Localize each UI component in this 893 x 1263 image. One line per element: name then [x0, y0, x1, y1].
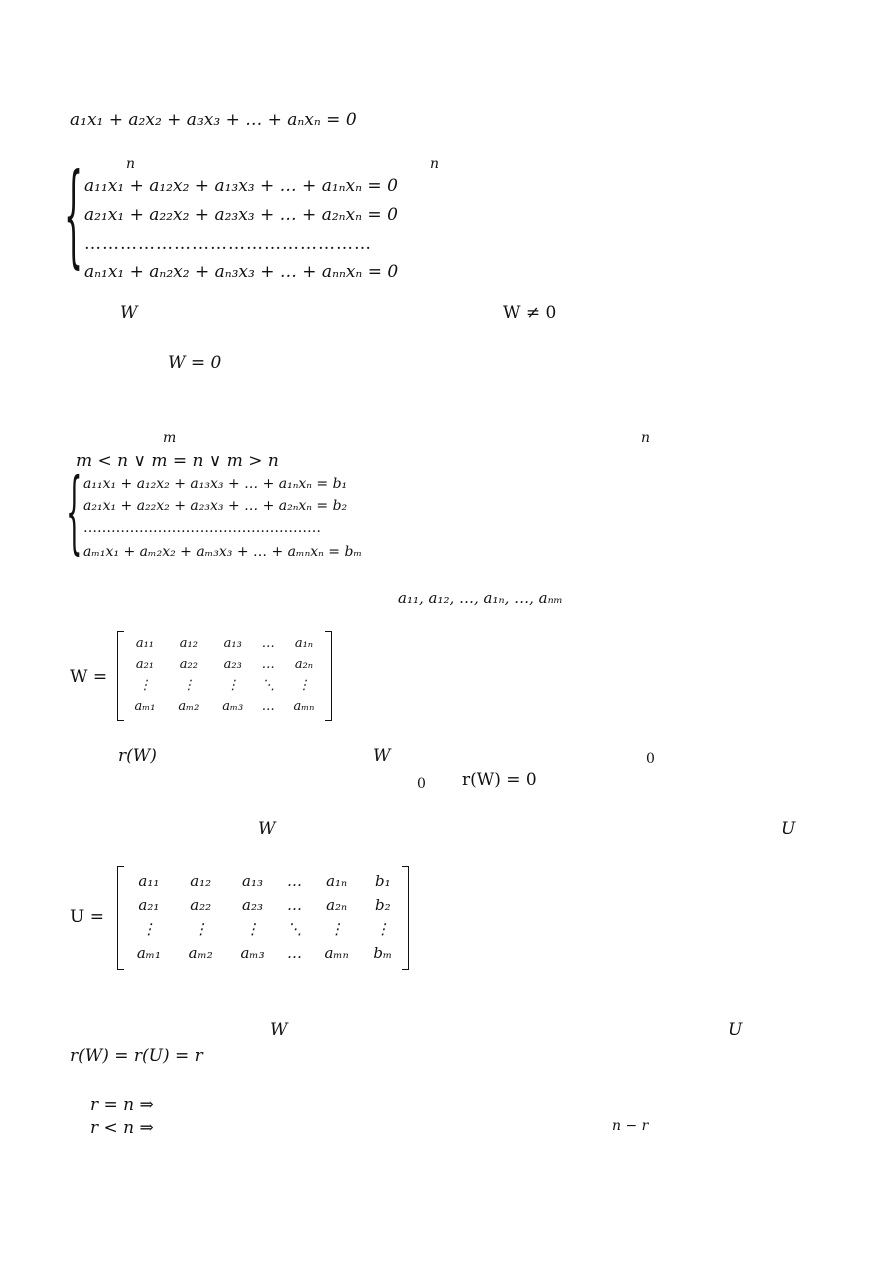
matrix-w [117, 631, 332, 721]
general-system-row-2: a₂₁x₁ + a₂₂x₂ + a₂₃x₃ + … + a₂ₙxₙ = b₂ [83, 498, 348, 514]
matrix-u [117, 866, 409, 970]
n-mark-left: n [126, 156, 136, 172]
matrix-u-cell: b₂ [374, 896, 391, 914]
equal-ranks: r(W) = r(U) = r [70, 1046, 203, 1066]
matrix-u-cell: aₘ₃ [240, 944, 265, 962]
matrix-w-cell: a₁₂ [179, 636, 198, 651]
matrix-u-row [123, 917, 403, 941]
matrix-w-label: W = [70, 667, 108, 687]
matrix-w-row [123, 654, 326, 675]
matrix-u-row [123, 893, 403, 917]
matrix-u-cell: aₘₙ [324, 944, 349, 962]
matrix-w-cell: a₂₁ [135, 657, 155, 672]
matrix-w-cell: a₂ₙ [294, 657, 314, 672]
matrix-w-cell: … [261, 699, 275, 714]
matrix-u-cell: aₘ₁ [136, 944, 161, 962]
matrix-w-cell: ⋮ [297, 678, 311, 693]
matrix-w-cell: ⋮ [182, 678, 196, 693]
general-system-brace: { [66, 463, 83, 567]
matrix-w-row [123, 675, 326, 696]
augmented-w-symbol: W [258, 819, 276, 839]
matrix-u-cell: aₘ₂ [188, 944, 213, 962]
system-brace: { [64, 152, 84, 283]
rank-w-zero: r(W) = 0 [462, 770, 537, 790]
matrix-w-cell: aₘ₂ [178, 699, 200, 714]
matrix-w-row [123, 696, 326, 717]
matrix-u-cell: a₁₁ [138, 872, 160, 890]
homogeneous-system-row-2: a₂₁x₁ + a₂₂x₂ + a₂₃x₃ + … + a₂ₙxₙ = 0 [84, 205, 398, 225]
matrix-w-grid [123, 633, 326, 717]
w-symbol: W [120, 303, 138, 323]
matrix-u-cell: a₂ₙ [326, 896, 348, 914]
matrix-w-cell: ⋱ [261, 678, 275, 693]
matrix-u-cell: ⋮ [329, 920, 345, 938]
matrix-u-cell: b₁ [374, 872, 391, 890]
matrix-w-row [123, 633, 326, 654]
rank-w-symbol: W [373, 746, 391, 766]
case-r-less-n: r < n ⇒ [90, 1118, 154, 1138]
general-system-dots: …………………………………………… [83, 520, 321, 536]
matrix-u-cell: ⋮ [375, 920, 391, 938]
matrix-u-cell: ⋱ [287, 920, 303, 938]
case-r-equals-n: r = n ⇒ [90, 1095, 154, 1115]
matrix-w-cell: … [261, 657, 275, 672]
matrix-w-cell: a₂₃ [223, 657, 242, 672]
matrix-u-cell: … [287, 944, 303, 962]
matrix-u-cell: bₘ [373, 944, 393, 962]
matrix-u-label: U = [70, 907, 104, 927]
theorem-w-symbol: W [270, 1020, 288, 1040]
zero-mid: 0 [417, 776, 426, 792]
matrix-w-cell: ⋮ [138, 678, 152, 693]
matrix-u-cell: a₁₂ [190, 872, 212, 890]
n-mark-right: n [430, 156, 440, 172]
w-nonzero: W ≠ 0 [503, 303, 557, 323]
matrix-u-cell: ⋮ [193, 920, 209, 938]
augmented-u-symbol: U [781, 819, 796, 839]
matrix-w-cell: a₁ₙ [294, 636, 314, 651]
matrix-u-cell: a₁ₙ [326, 872, 348, 890]
matrix-w-cell: aₘ₁ [134, 699, 156, 714]
n-mark: n [641, 430, 651, 446]
matrix-u-grid [123, 869, 403, 965]
matrix-u-right-bracket [402, 866, 409, 970]
n-minus-r: n − r [612, 1118, 649, 1134]
matrix-u-row [123, 941, 403, 965]
matrix-u-cell: … [287, 896, 303, 914]
general-system-row-m: aₘ₁x₁ + aₘ₂x₂ + aₘ₃x₃ + … + aₘₙxₙ = bₘ [83, 544, 363, 560]
general-system-row-1: a₁₁x₁ + a₁₂x₂ + a₁₃x₃ + … + a₁ₙxₙ = b₁ [83, 476, 348, 492]
matrix-w-cell: ⋮ [226, 678, 240, 693]
matrix-u-cell: ⋮ [245, 920, 261, 938]
matrix-w-cell: … [261, 636, 275, 651]
homogeneous-system-dots: ………………………………………… [84, 234, 372, 254]
zero-right: 0 [646, 751, 655, 767]
matrix-u-cell: a₂₁ [138, 896, 160, 914]
w-zero: W = 0 [168, 353, 222, 373]
size-cases: m < n ∨ m = n ∨ m > n [76, 451, 279, 471]
matrix-w-right-bracket [325, 631, 332, 721]
matrix-u-cell: a₁₃ [242, 872, 264, 890]
matrix-w-cell: a₁₁ [135, 636, 155, 651]
homogeneous-system-row-n: aₙ₁x₁ + aₙ₂x₂ + aₙ₃x₃ + … + aₙₙxₙ = 0 [84, 262, 399, 282]
matrix-u-cell: ⋮ [141, 920, 157, 938]
coefficients-list: a₁₁, a₁₂, …, a₁ₙ, …, aₙₘ [398, 589, 563, 607]
homogeneous-equation: a₁x₁ + a₂x₂ + a₃x₃ + … + aₙxₙ = 0 [70, 110, 357, 130]
matrix-u-cell: a₂₃ [242, 896, 264, 914]
homogeneous-system-row-1: a₁₁x₁ + a₁₂x₂ + a₁₃x₃ + … + a₁ₙxₙ = 0 [84, 176, 398, 196]
theorem-u-symbol: U [728, 1020, 743, 1040]
m-mark: m [163, 430, 177, 446]
matrix-w-cell: a₁₃ [223, 636, 242, 651]
matrix-w-cell: aₘ₃ [222, 699, 244, 714]
rank-of-w: r(W) [118, 746, 157, 766]
matrix-w-cell: a₂₂ [179, 657, 198, 672]
matrix-u-row [123, 869, 403, 893]
matrix-u-cell: … [287, 872, 303, 890]
matrix-w-cell: aₘₙ [293, 699, 315, 714]
matrix-u-cell: a₂₂ [190, 896, 212, 914]
